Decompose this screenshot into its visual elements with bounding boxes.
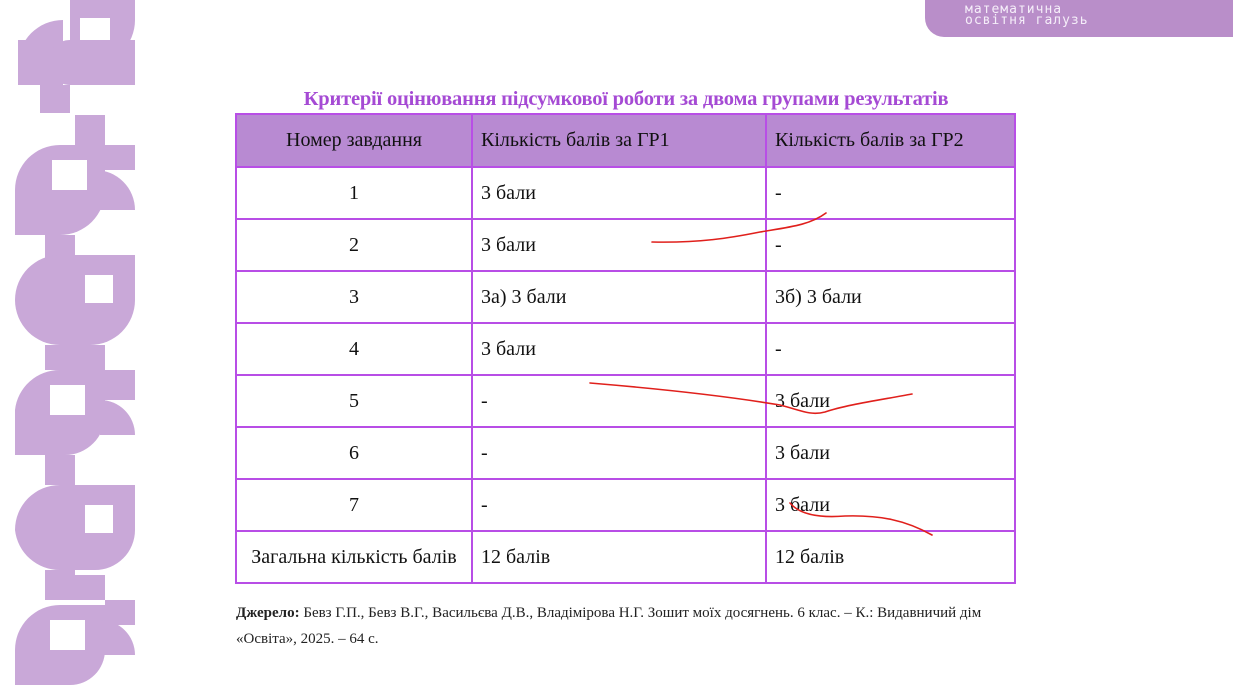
task-number: 5	[236, 375, 472, 427]
task-number: 1	[236, 167, 472, 219]
table-row	[236, 271, 1015, 323]
badge-line-1: математична	[965, 2, 1063, 17]
task-number: 2	[236, 219, 472, 271]
gr2-points: -	[766, 219, 1015, 271]
task-number: 3	[236, 271, 472, 323]
table-row	[236, 427, 1015, 479]
gr1-points: -	[472, 427, 766, 479]
source-label: Джерело:	[236, 605, 300, 621]
source-citation	[236, 600, 1026, 652]
gr2-points: 3 бали	[766, 479, 1015, 531]
task-number: 6	[236, 427, 472, 479]
table-row	[236, 323, 1015, 375]
total-label: Загальна кількість балів	[236, 531, 472, 583]
gr2-points: -	[766, 167, 1015, 219]
task-number: 4	[236, 323, 472, 375]
header-gr1-points: Кількість балів за ГР1	[472, 114, 766, 167]
table-total-row	[236, 531, 1015, 583]
table-row	[236, 375, 1015, 427]
gr1-points: 3 бали	[472, 219, 766, 271]
gr1-points: -	[472, 479, 766, 531]
header-task-number: Номер завдання	[236, 114, 472, 167]
total-gr2: 12 балів	[766, 531, 1015, 583]
task-number: 7	[236, 479, 472, 531]
table-header-row	[236, 114, 1015, 167]
gr2-points: 3 бали	[766, 375, 1015, 427]
criteria-table	[235, 113, 1016, 584]
table-row	[236, 167, 1015, 219]
gr1-points: -	[472, 375, 766, 427]
gr1-points: 3 бали	[472, 167, 766, 219]
gr2-points: 3 бали	[766, 427, 1015, 479]
total-gr1: 12 балів	[472, 531, 766, 583]
table-row	[236, 479, 1015, 531]
subject-badge	[925, 0, 1233, 37]
gr1-points: 3а) 3 бали	[472, 271, 766, 323]
gr2-points: -	[766, 323, 1015, 375]
header-gr2-points: Кількість балів за ГР2	[766, 114, 1015, 167]
decorative-pattern	[0, 0, 150, 685]
source-text: Бевз Г.П., Бевз В.Г., Васильєва Д.В., Владімірова Н.Г. Зошит моїх досягнень. 6 клас. – К.: Видавничий дім «Освіта», 2025. – 64 с.	[236, 605, 982, 647]
gr2-points: 3б) 3 бали	[766, 271, 1015, 323]
gr1-points: 3 бали	[472, 323, 766, 375]
page-title: Критерії оцінювання підсумкової роботи за двома групами результатів	[303, 88, 949, 110]
badge-line-2: освітня галузь	[965, 13, 1089, 28]
table-row	[236, 219, 1015, 271]
